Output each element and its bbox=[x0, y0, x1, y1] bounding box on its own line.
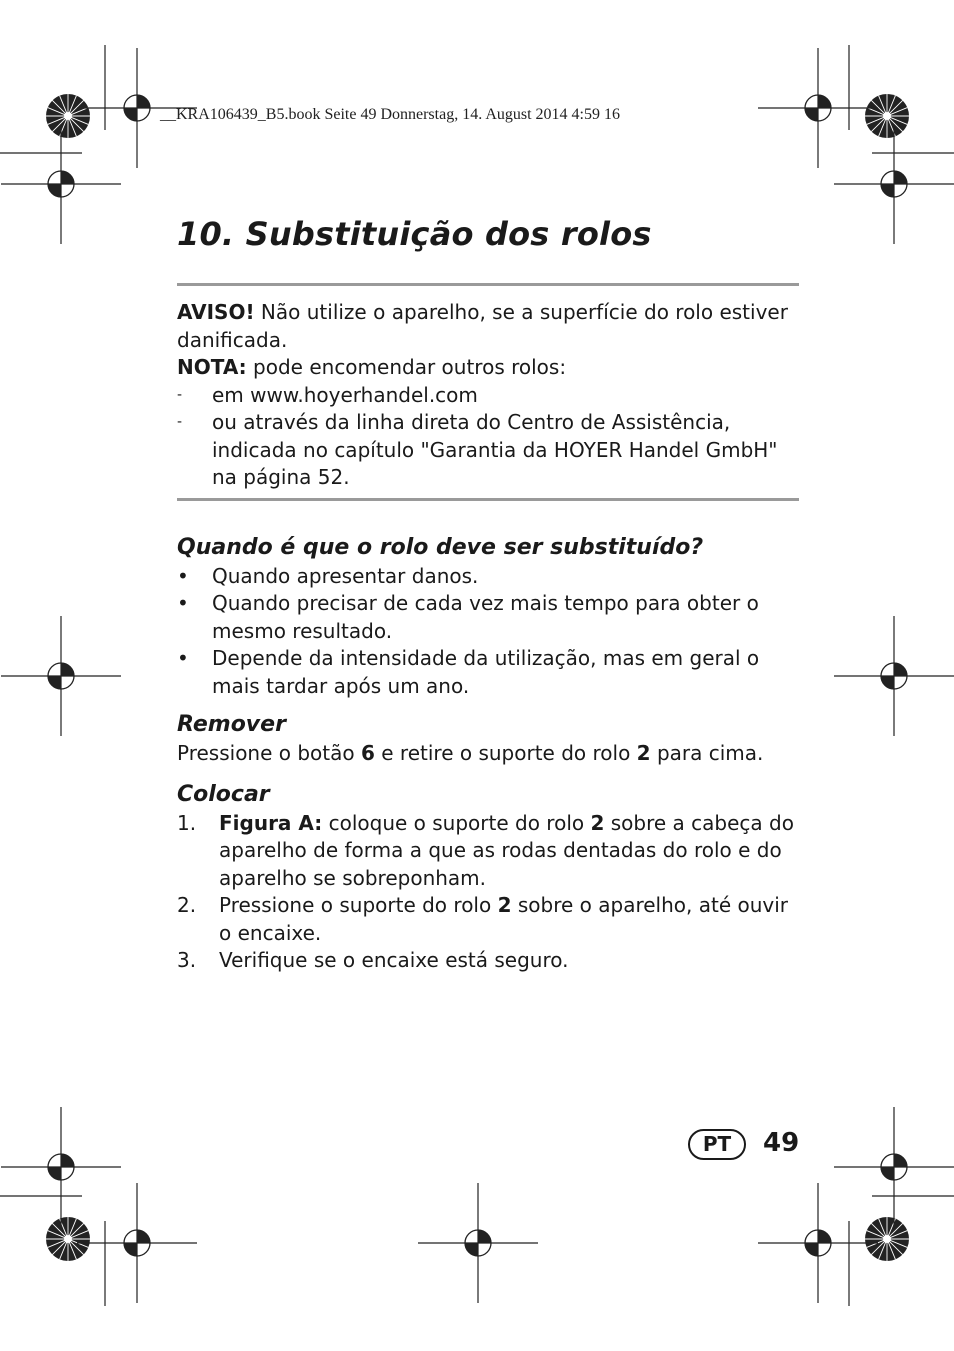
insert-steps bbox=[177, 810, 799, 975]
list-item: - ou através da linha direta do Centro de Assistência, indicada no capítulo "Garantia da HOYER Handel GmbH" na página 52. bbox=[177, 410, 778, 489]
dash-marker: - bbox=[177, 414, 183, 430]
part-ref: 2 bbox=[590, 810, 605, 835]
list-item: - em www.hoyerhandel.com bbox=[177, 382, 799, 410]
dash-marker: - bbox=[177, 386, 183, 403]
warning-paragraph bbox=[177, 299, 799, 354]
note-paragraph bbox=[177, 354, 799, 382]
remove-heading: Remover bbox=[177, 712, 286, 737]
order-options-list bbox=[177, 382, 799, 492]
divider-bottom bbox=[177, 498, 799, 501]
step-number: 3. bbox=[177, 948, 197, 972]
when-heading: Quando é que o rolo deve ser substituído? bbox=[177, 534, 704, 560]
bullet-marker: • bbox=[177, 646, 189, 670]
print-header: __KRA106439_B5.book Seite 49 Donnerstag, 14. August 2014 4:59 16 bbox=[160, 106, 620, 123]
language-badge: PT bbox=[688, 1129, 746, 1160]
page-footer bbox=[688, 1124, 800, 1164]
figure-ref: Figura A: bbox=[219, 810, 323, 835]
notice-box bbox=[177, 286, 799, 498]
bullet-marker: • bbox=[177, 563, 189, 588]
list-item: • Quando apresentar danos. bbox=[177, 563, 799, 591]
list-item: • Quando precisar de cada vez mais tempo para obter o mesmo resultado. bbox=[177, 591, 759, 643]
remove-paragraph: Pressione o botão 6 e retire o suporte do rolo 2 para cima. bbox=[177, 741, 764, 765]
bullet-marker: • bbox=[177, 591, 189, 615]
part-ref: 2 bbox=[497, 893, 512, 917]
warning-label: AVISO! bbox=[177, 300, 255, 324]
list-item: • Depende da intensidade da utilização, mas em geral o mais tardar após um ano. bbox=[177, 646, 760, 698]
list-item: 3. Verifique se o encaixe está seguro. bbox=[177, 947, 799, 975]
chapter-title: 10. Substituição dos rolos bbox=[177, 215, 652, 253]
insert-heading: Colocar bbox=[177, 781, 270, 807]
page-content bbox=[177, 210, 799, 975]
part-ref: 6 bbox=[360, 741, 375, 765]
note-label: NOTA: bbox=[177, 355, 247, 379]
note-text: pode encomendar outros rolos: bbox=[246, 355, 567, 379]
step-number: 2. bbox=[177, 893, 197, 917]
step-number: 1. bbox=[177, 810, 197, 835]
when-list bbox=[177, 563, 799, 701]
list-item: 1. Figura A: coloque o suporte do rolo 2 sobre a cabeça do aparelho de forma a que as rodas dentadas do rolo e do aparelho se sobreponham. bbox=[177, 810, 794, 890]
list-item: 2. Pressione o suporte do rolo 2 sobre o aparelho, até ouvir o encaixe. bbox=[177, 893, 789, 945]
warning-text: Não utilize o aparelho, se a superfície do rolo estiver danificada. bbox=[177, 300, 788, 352]
part-ref: 2 bbox=[636, 741, 651, 765]
page-number: 49 bbox=[763, 1128, 800, 1158]
